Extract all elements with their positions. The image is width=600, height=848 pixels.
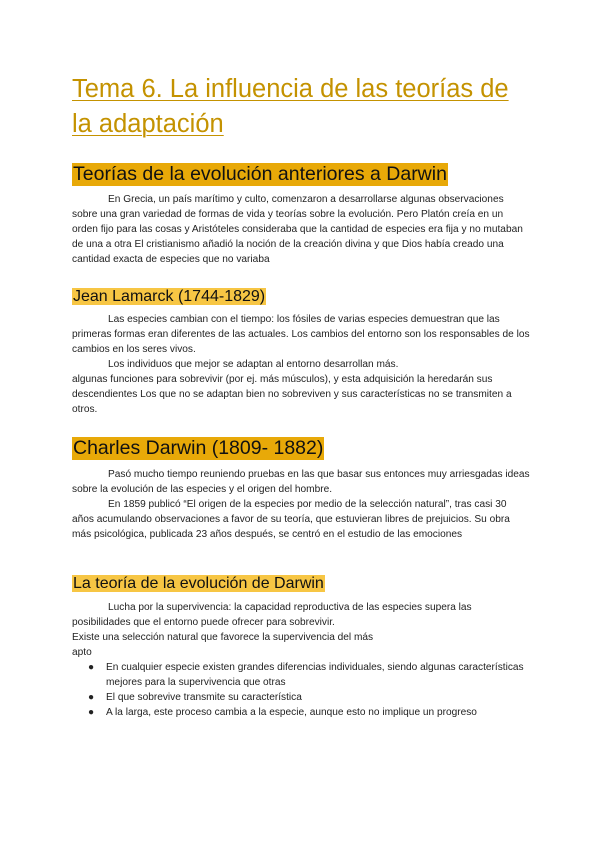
paragraph-lamarck-adaptation: Los individuos que mejor se adaptan al entorno desarrollan más. algunas funciones para sobrevivir (por ej. más músculos), y esta adquisición la heredarán sus descendientes Los que no se adaptan bien no sobreviven y sus características no se transmiten a otros.	[72, 359, 512, 415]
document-title: Tema 6. La influencia de las teorías de la adaptación	[72, 75, 509, 138]
heading-theories-before-darwin: Teorías de la evolución anteriores a Darwin	[73, 163, 447, 185]
paragraph-darwin-evidence: Pasó mucho tiempo reuniendo pruebas en las que basar sus entonces muy arriesgadas ideas sobre la evolución de las especies y el origen del hombre.	[72, 469, 530, 495]
bullet-icon: ●	[88, 707, 95, 718]
list-item: ● A la larga, este proceso cambia a la especie, aunque esto no implique un progreso	[88, 707, 477, 718]
paragraph-struggle-for-survival: Lucha por la supervivencia: la capacidad reproductiva de las especies supera las posibilidades que el entorno puede ofrecer para sobrevivir.	[72, 602, 472, 628]
list-item: ● En cualquier especie existen grandes diferencias individuales, siendo algunas características mejores para la supervivencia que otras	[88, 662, 524, 688]
paragraph-lamarck-species-change: Las especies cambian con el tiempo: los fósiles de varias especies demuestran que las primeras formas eran diferentes de las actuales. Los cambios del entorno son los responsables de los cambios en los seres vivos.	[72, 314, 530, 355]
paragraph-darwin-origin-of-species: En 1859 publicó “El origen de la especies por medio de la selección natural”, tras casi 30 años acumulando observaciones a favor de su teoría, que estuvieran libres de prejuicios. Su obra más psicológica, publicada 23 años después, se centró en el estudio de las emociones	[72, 499, 510, 540]
bullet-icon: ●	[88, 662, 95, 673]
heading-darwin-theory: La teoría de la evolución de Darwin	[73, 575, 324, 592]
list-item: ● El que sobrevive transmite su característica	[88, 692, 302, 703]
heading-lamarck: Jean Lamarck (1744-1829)	[73, 288, 266, 305]
paragraph-natural-selection: Existe una selección natural que favorece la supervivencia del más apto	[72, 632, 374, 658]
bullet-icon: ●	[88, 692, 95, 703]
darwin-theory-bullet-list	[72, 660, 532, 720]
paragraph-greece: En Grecia, un país marítimo y culto, comenzaron a desarrollarse algunas observaciones sobre una gran variedad de formas de vida y teorías sobre la evolución. Pero Platón creía en un orden fijo para las cosas y Aristóteles consideraba que la cantidad de especies era fija y no mutaban de una a otra El cristianismo añadió la noción de la creación divina y que Dios había creado una cantidad exacta de especies que no variaba	[72, 194, 523, 265]
heading-darwin: Charles Darwin (1809- 1882)	[73, 437, 324, 459]
